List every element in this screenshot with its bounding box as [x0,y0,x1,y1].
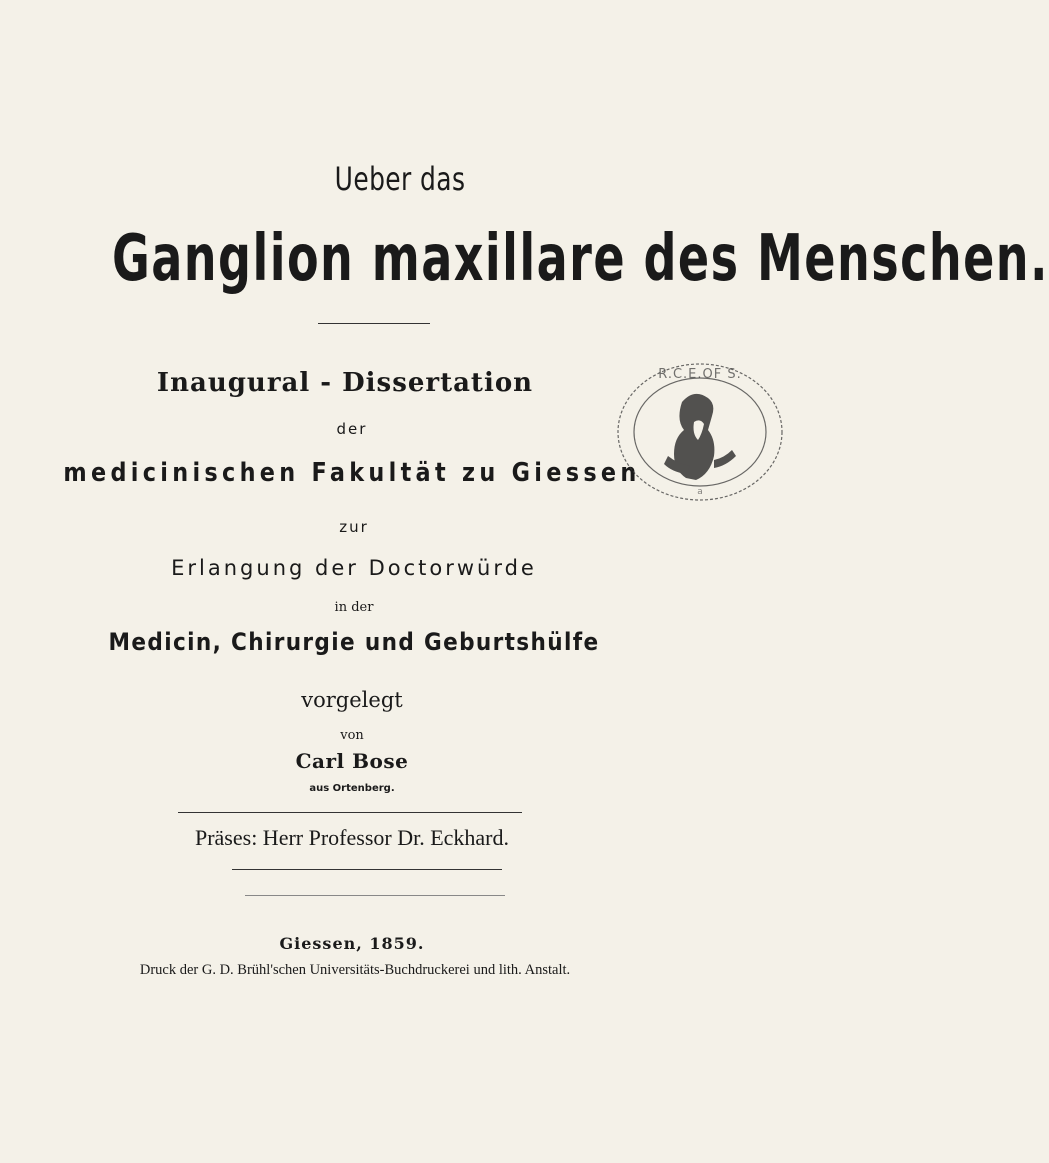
label-vorgelegt: vorgelegt [301,688,403,712]
subjects-line: Medicin, Chirurgie und Geburtshülfe [108,628,600,656]
author-name: Carl Bose [295,749,409,773]
praeses-line: Präses: Herr Professor Dr. Eckhard. [194,825,510,850]
purpose-line: Erlangung der Doctorwürde [171,556,537,580]
author-origin: aus Ortenberg. [309,783,395,794]
imprint-place-year: Giessen, 1859. [279,934,425,953]
divider-praeses-top [178,812,522,813]
divider-praeses-bottom [232,869,502,870]
title-line-2: Ganglion maxillare des Menschen. [112,222,1049,296]
dissertation-heading: Inaugural - Dissertation [156,368,534,398]
faculty-line: medicinischen Fakultät zu Giessen [63,458,641,488]
label-zur: zur [339,518,369,536]
label-in-der: in der [334,600,374,615]
library-stamp-icon [602,352,798,512]
divider-top [318,323,430,324]
svg-text:R.C.E.OF S.: R.C.E.OF S. [658,367,742,382]
divider-bottom [245,895,505,896]
label-von: von [340,728,364,743]
imprint-printer: Druck der G. D. Brühl'schen Universitäts-Buchdruckerei und lith. Anstalt. [139,962,571,978]
title-line-1: Ueber das [334,160,466,198]
svg-text:a: a [697,487,703,497]
label-der: der [336,420,368,438]
